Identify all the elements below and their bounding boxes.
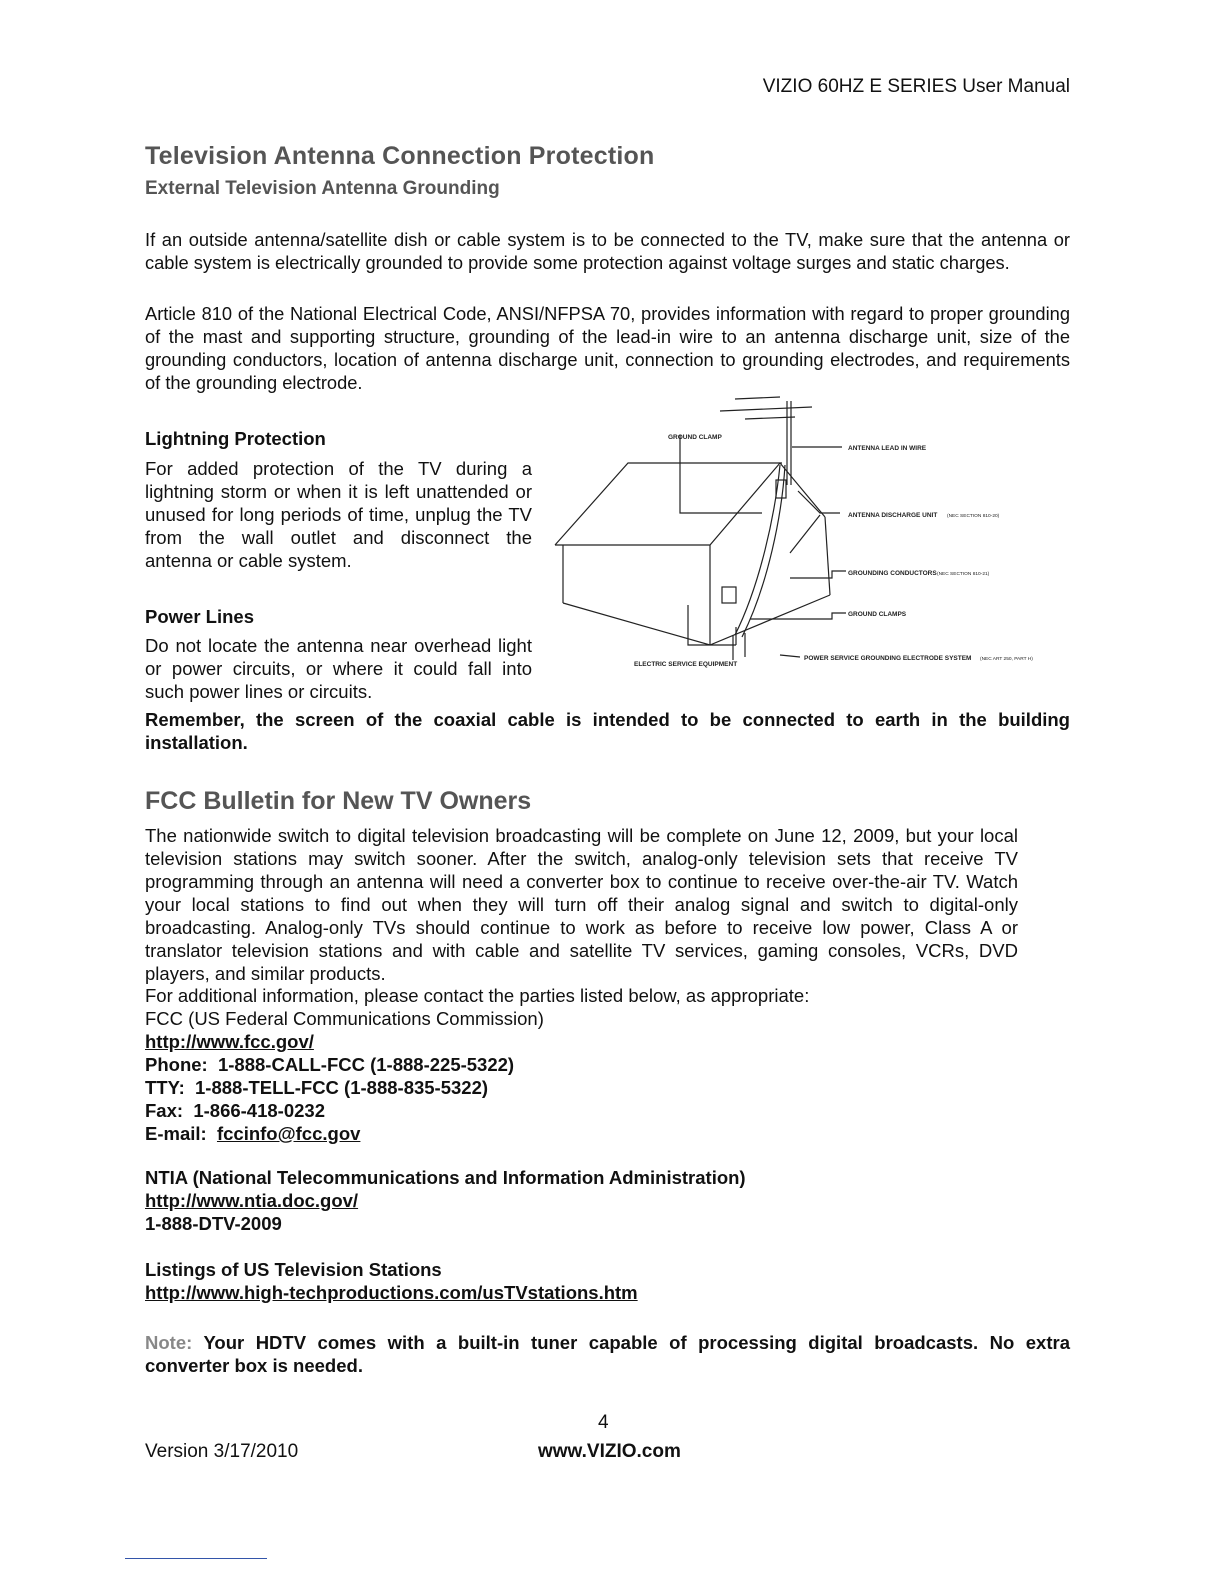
label-power-ref: (NEC ART 250, PART H): [980, 657, 1033, 662]
fax-value: 1-866-418-0232: [193, 1100, 325, 1121]
ntia-phone: 1-888-DTV-2009: [145, 1213, 282, 1234]
tty-label: TTY:: [145, 1077, 185, 1098]
label-grounding-conductors: GROUNDING CONDUCTORS: [848, 570, 937, 577]
fax-label: Fax:: [145, 1100, 184, 1121]
tty-value: 1-888-TELL-FCC (1-888-835-5322): [195, 1077, 489, 1098]
lightning-heading: Lightning Protection: [145, 428, 326, 449]
label-ground-clamps: GROUND CLAMPS: [848, 611, 907, 618]
label-antenna-lead: ANTENNA LEAD IN WIRE: [848, 445, 927, 452]
label-grounding-ref: (NEC SECTION 810-21): [937, 572, 990, 577]
note-paragraph: [145, 1331, 1070, 1377]
ntia-title: NTIA (National Telecommunications and Information Administration): [145, 1167, 746, 1188]
coaxial-reminder: Remember, the screen of the coaxial cable is intended to be connected to earth in the building installation.: [145, 709, 1070, 753]
email-label: E-mail:: [145, 1123, 207, 1144]
ntia-link[interactable]: http://www.ntia.doc.gov/: [145, 1190, 359, 1211]
fcc-fax-line: [145, 1099, 325, 1122]
listings-title: Listings of US Television Stations: [145, 1259, 442, 1280]
fcc-org: FCC (US Federal Communications Commission): [145, 1008, 544, 1029]
fcc-section-title: FCC Bulletin for New TV Owners: [145, 787, 532, 815]
section-title: Television Antenna Connection Protection: [145, 142, 655, 170]
page-number: 4: [598, 1412, 609, 1433]
note-text: Your HDTV comes with a built-in tuner capable of processing digital broadcasts. No extra converter box is needed.: [145, 1332, 1070, 1376]
nec-paragraph: Article 810 of the National Electrical Code, ANSI/NFPSA 70, provides information with regard to proper grounding of the mast and supporting structure, grounding of the lead-in wire to an antenna discharge unit, size of the grounding conductors, location of antenna discharge unit, connection to grounding electrodes, and requirements of the grounding electrode.: [145, 303, 1070, 393]
powerlines-heading: Power Lines: [145, 606, 254, 627]
additional-info: For additional information, please contact the parties listed below, as appropriate:: [145, 985, 810, 1006]
antenna-grounding-diagram: [550, 395, 1070, 685]
label-electric-service: ELECTRIC SERVICE EQUIPMENT: [634, 661, 738, 668]
page-header: VIZIO 60HZ E SERIES User Manual: [762, 76, 1070, 97]
fcc-body: The nationwide switch to digital television broadcasting will be complete on June 12, 2009, but your local television stations may switch sooner. After the switch, analog-only television sets that receive TV programming through an antenna will need a converter box to continue to receive over-the-air TV. Watch your local stations to find out when they will turn off their analog signal and switch to digital-only broadcasting. Analog-only TVs should continue to work as before to receive low power, Class A or translator television stations and with cable and satellite TV services, gaming consoles, VCRs, DVD players, and similar products.: [145, 825, 1018, 984]
label-discharge-ref: (NEC SECTION 810-20): [947, 514, 1000, 519]
fcc-email-line: [145, 1122, 360, 1145]
email-link[interactable]: fccinfo@fcc.gov: [216, 1123, 361, 1144]
section-subtitle: External Television Antenna Grounding: [145, 178, 500, 199]
fcc-phone-line: [145, 1053, 514, 1076]
fcc-tty-line: [145, 1076, 488, 1099]
footer-version: Version 3/17/2010: [145, 1441, 299, 1462]
footnote-divider: [125, 1558, 267, 1559]
fcc-link[interactable]: http://www.fcc.gov/: [145, 1031, 314, 1052]
listings-link[interactable]: http://www.high-techproductions.com/usTVstations.htm: [145, 1282, 638, 1303]
intro-paragraph: If an outside antenna/satellite dish or cable system is to be connected to the TV, make sure that the antenna or cable system is electrically grounded to provide some protection against voltage surges and static charges.: [145, 229, 1070, 273]
phone-label: Phone:: [145, 1054, 208, 1075]
label-discharge-unit: ANTENNA DISCHARGE UNIT: [848, 512, 938, 519]
label-ground-clamp: GROUND CLAMP: [668, 434, 722, 441]
phone-value: 1-888-CALL-FCC (1-888-225-5322): [217, 1054, 515, 1075]
label-power-service: POWER SERVICE GROUNDING ELECTRODE SYSTEM: [804, 655, 972, 662]
powerlines-text: Do not locate the antenna near overhead light or power circuits, or where it could fall into such power lines or circuits.: [145, 635, 532, 702]
footer-website[interactable]: www.VIZIO.com: [538, 1441, 681, 1462]
lightning-text: For added protection of the TV during a lightning storm or when it is left unattended or unused for long periods of time, unplug the TV from the wall outlet and disconnect the antenna or cable system.: [145, 458, 532, 571]
note-label: Note:: [145, 1332, 193, 1353]
